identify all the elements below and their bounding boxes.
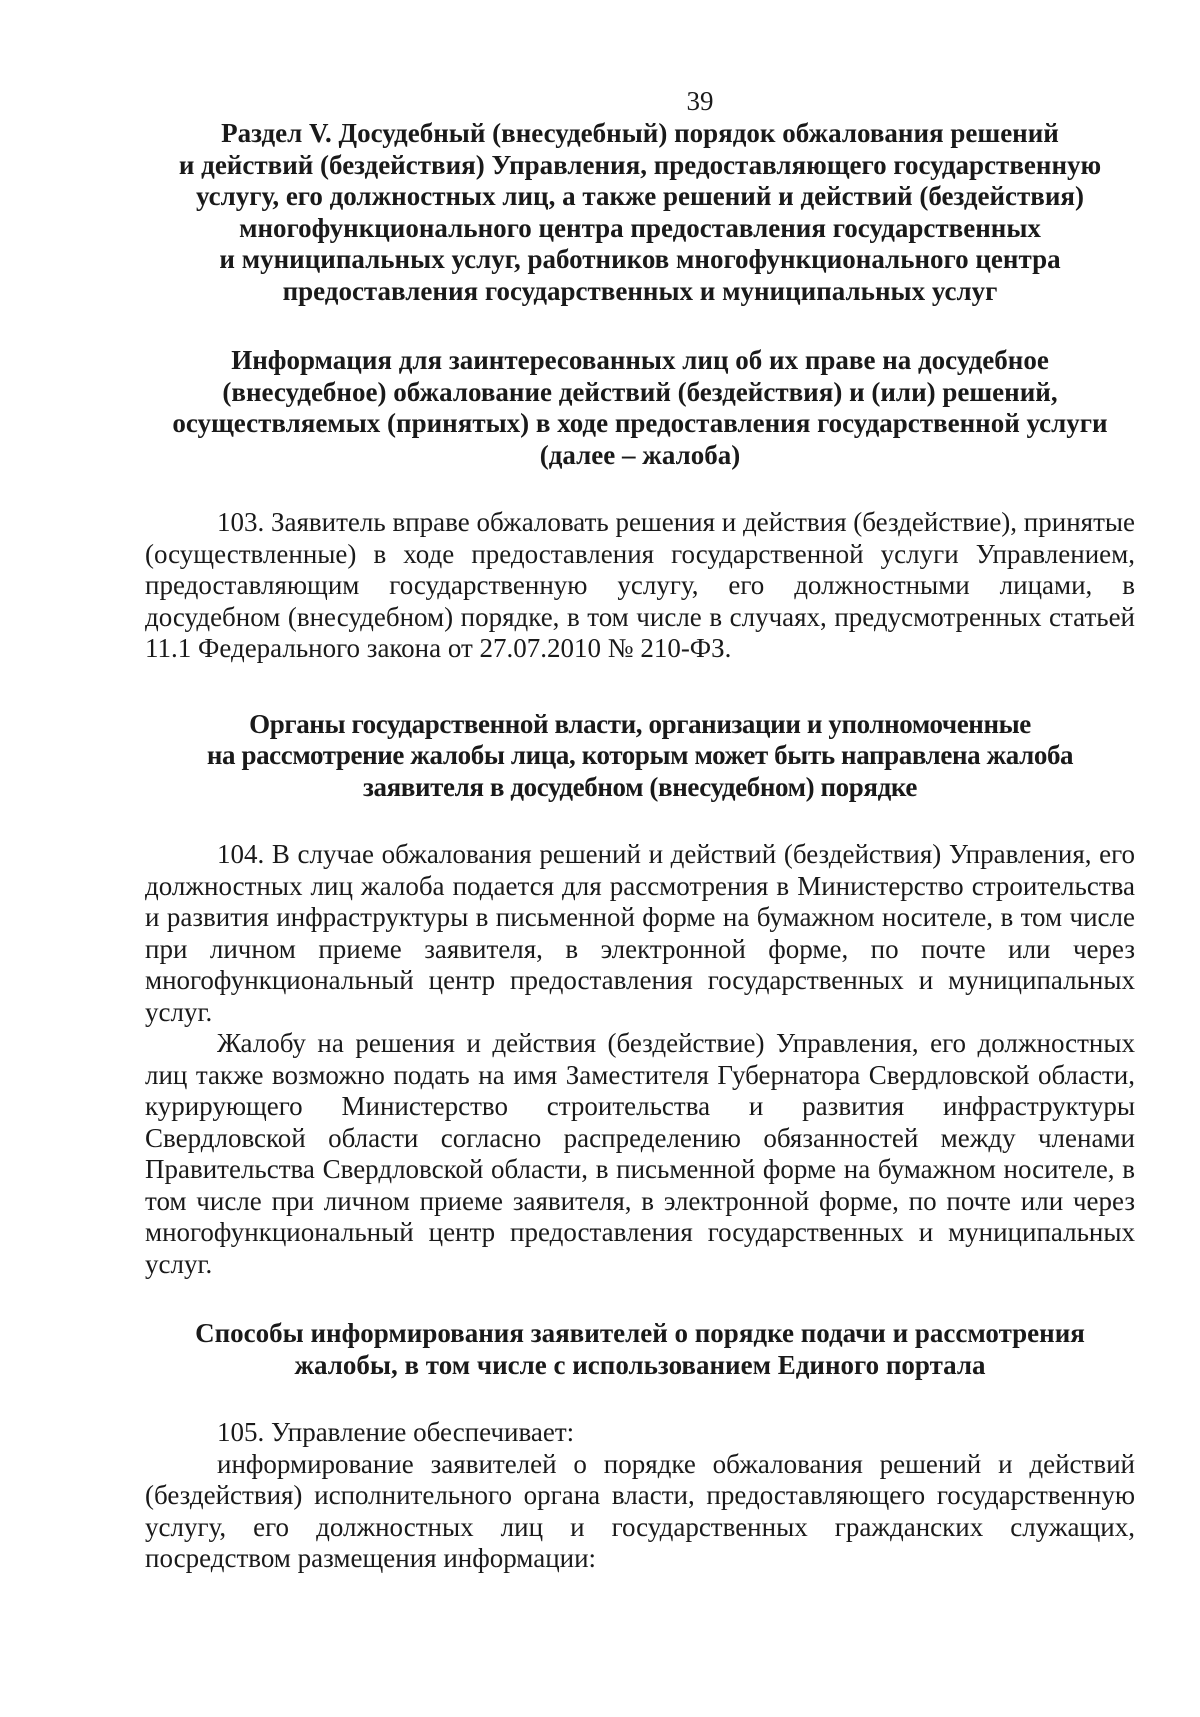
subsection-heading-line: Органы государственной власти, организации и уполномоченные: [249, 708, 1031, 739]
paragraph-105: 105. Управление обеспечивает:: [217, 1417, 575, 1447]
subsection-heading-authorities: [145, 709, 1135, 804]
subsection-heading-line: на рассмотрение жалобы лица, которым может быть направлена жалоба: [206, 740, 1074, 770]
section-heading-line: услугу, его должностных лиц, а также решений и действий (бездействия): [195, 181, 1085, 211]
section-heading-line: многофункционального центра предоставления государственных: [239, 212, 1041, 243]
subsection-heading-line: Информация для заинтересованных лиц об их праве на досудебное: [231, 345, 1049, 375]
paragraph-104-continued: Жалобу на решения и действия (бездействие) Управления, его должностных лиц также возможно подать на имя Заместителя Губернатора Свердловской области, курирующего Министерство строительства и развития инфраструктуры Свердловской области согласно распределению обязанностей между членами Правительства Свердловской области, в письменной форме на бумажном носителе, в том числе при личном приеме заявителя, в электронной форме, по почте или через многофункциональный центр предоставления государственных и муниципальных услуг.: [145, 1028, 1135, 1279]
paragraph-104: 104. В случае обжалования решений и действий (бездействия) Управления, его должностных лиц жалоба подается для рассмотрения в Министерство строительства и развития инфраструктуры в письменной форме на бумажном носителе, в том числе при личном приеме заявителя, в электронной форме, по почте или через многофункциональный центр предоставления государственных и муниципальных услуг.: [145, 839, 1135, 1027]
subsection-heading-line: осуществляемых (принятых) в ходе предоставления государственной услуги: [172, 408, 1108, 438]
section-heading-line: и действий (бездействия) Управления, предоставляющего государственную: [178, 149, 1102, 180]
subsection-heading-line: (внесудебное) обжалование действий (бездействия) и (или) решений,: [222, 376, 1058, 407]
subsection-heading-line: заявителя в досудебном (внесудебном) порядке: [363, 771, 917, 802]
paragraph-103: 103. Заявитель вправе обжаловать решения и действия (бездействие), принятые (осуществленные) в ходе предоставления государственной услуги Управлением, предоставляющим государственную услугу, его должностными лицами, в досудебном (внесудебном) порядке, в том числе в случаях, предусмотренных статьей 11.1 Федерального закона от 27.07.2010 № 210-ФЗ.: [145, 507, 1135, 663]
section-heading: [145, 118, 1135, 307]
paragraph-105-informing: информирование заявителей о порядке обжалования решений и действий (бездействия) исполнительного органа власти, предоставляющего государственную услугу, его должностных лиц и государственных гражданских служащих, посредством размещения информации:: [145, 1448, 1135, 1573]
subsection-heading-line: Способы информирования заявителей о порядке подачи и рассмотрения: [195, 1318, 1085, 1348]
section-heading-line: и муниципальных услуг, работников многофункционального центра: [219, 244, 1061, 274]
subsection-heading-notification-methods: [145, 1318, 1135, 1381]
document-page: [145, 84, 1135, 1575]
subsection-heading-line: жалобы, в том числе с использованием Единого портала: [294, 1349, 986, 1380]
subsection-heading-information: [145, 345, 1135, 471]
page-number: 39: [686, 86, 714, 116]
subsection-heading-line: (далее – жалоба): [539, 439, 741, 470]
section-heading-line: предоставления государственных и муниципальных услуг: [282, 275, 998, 306]
section-heading-line: Раздел V. Досудебный (внесудебный) порядок обжалования решений: [221, 118, 1059, 148]
